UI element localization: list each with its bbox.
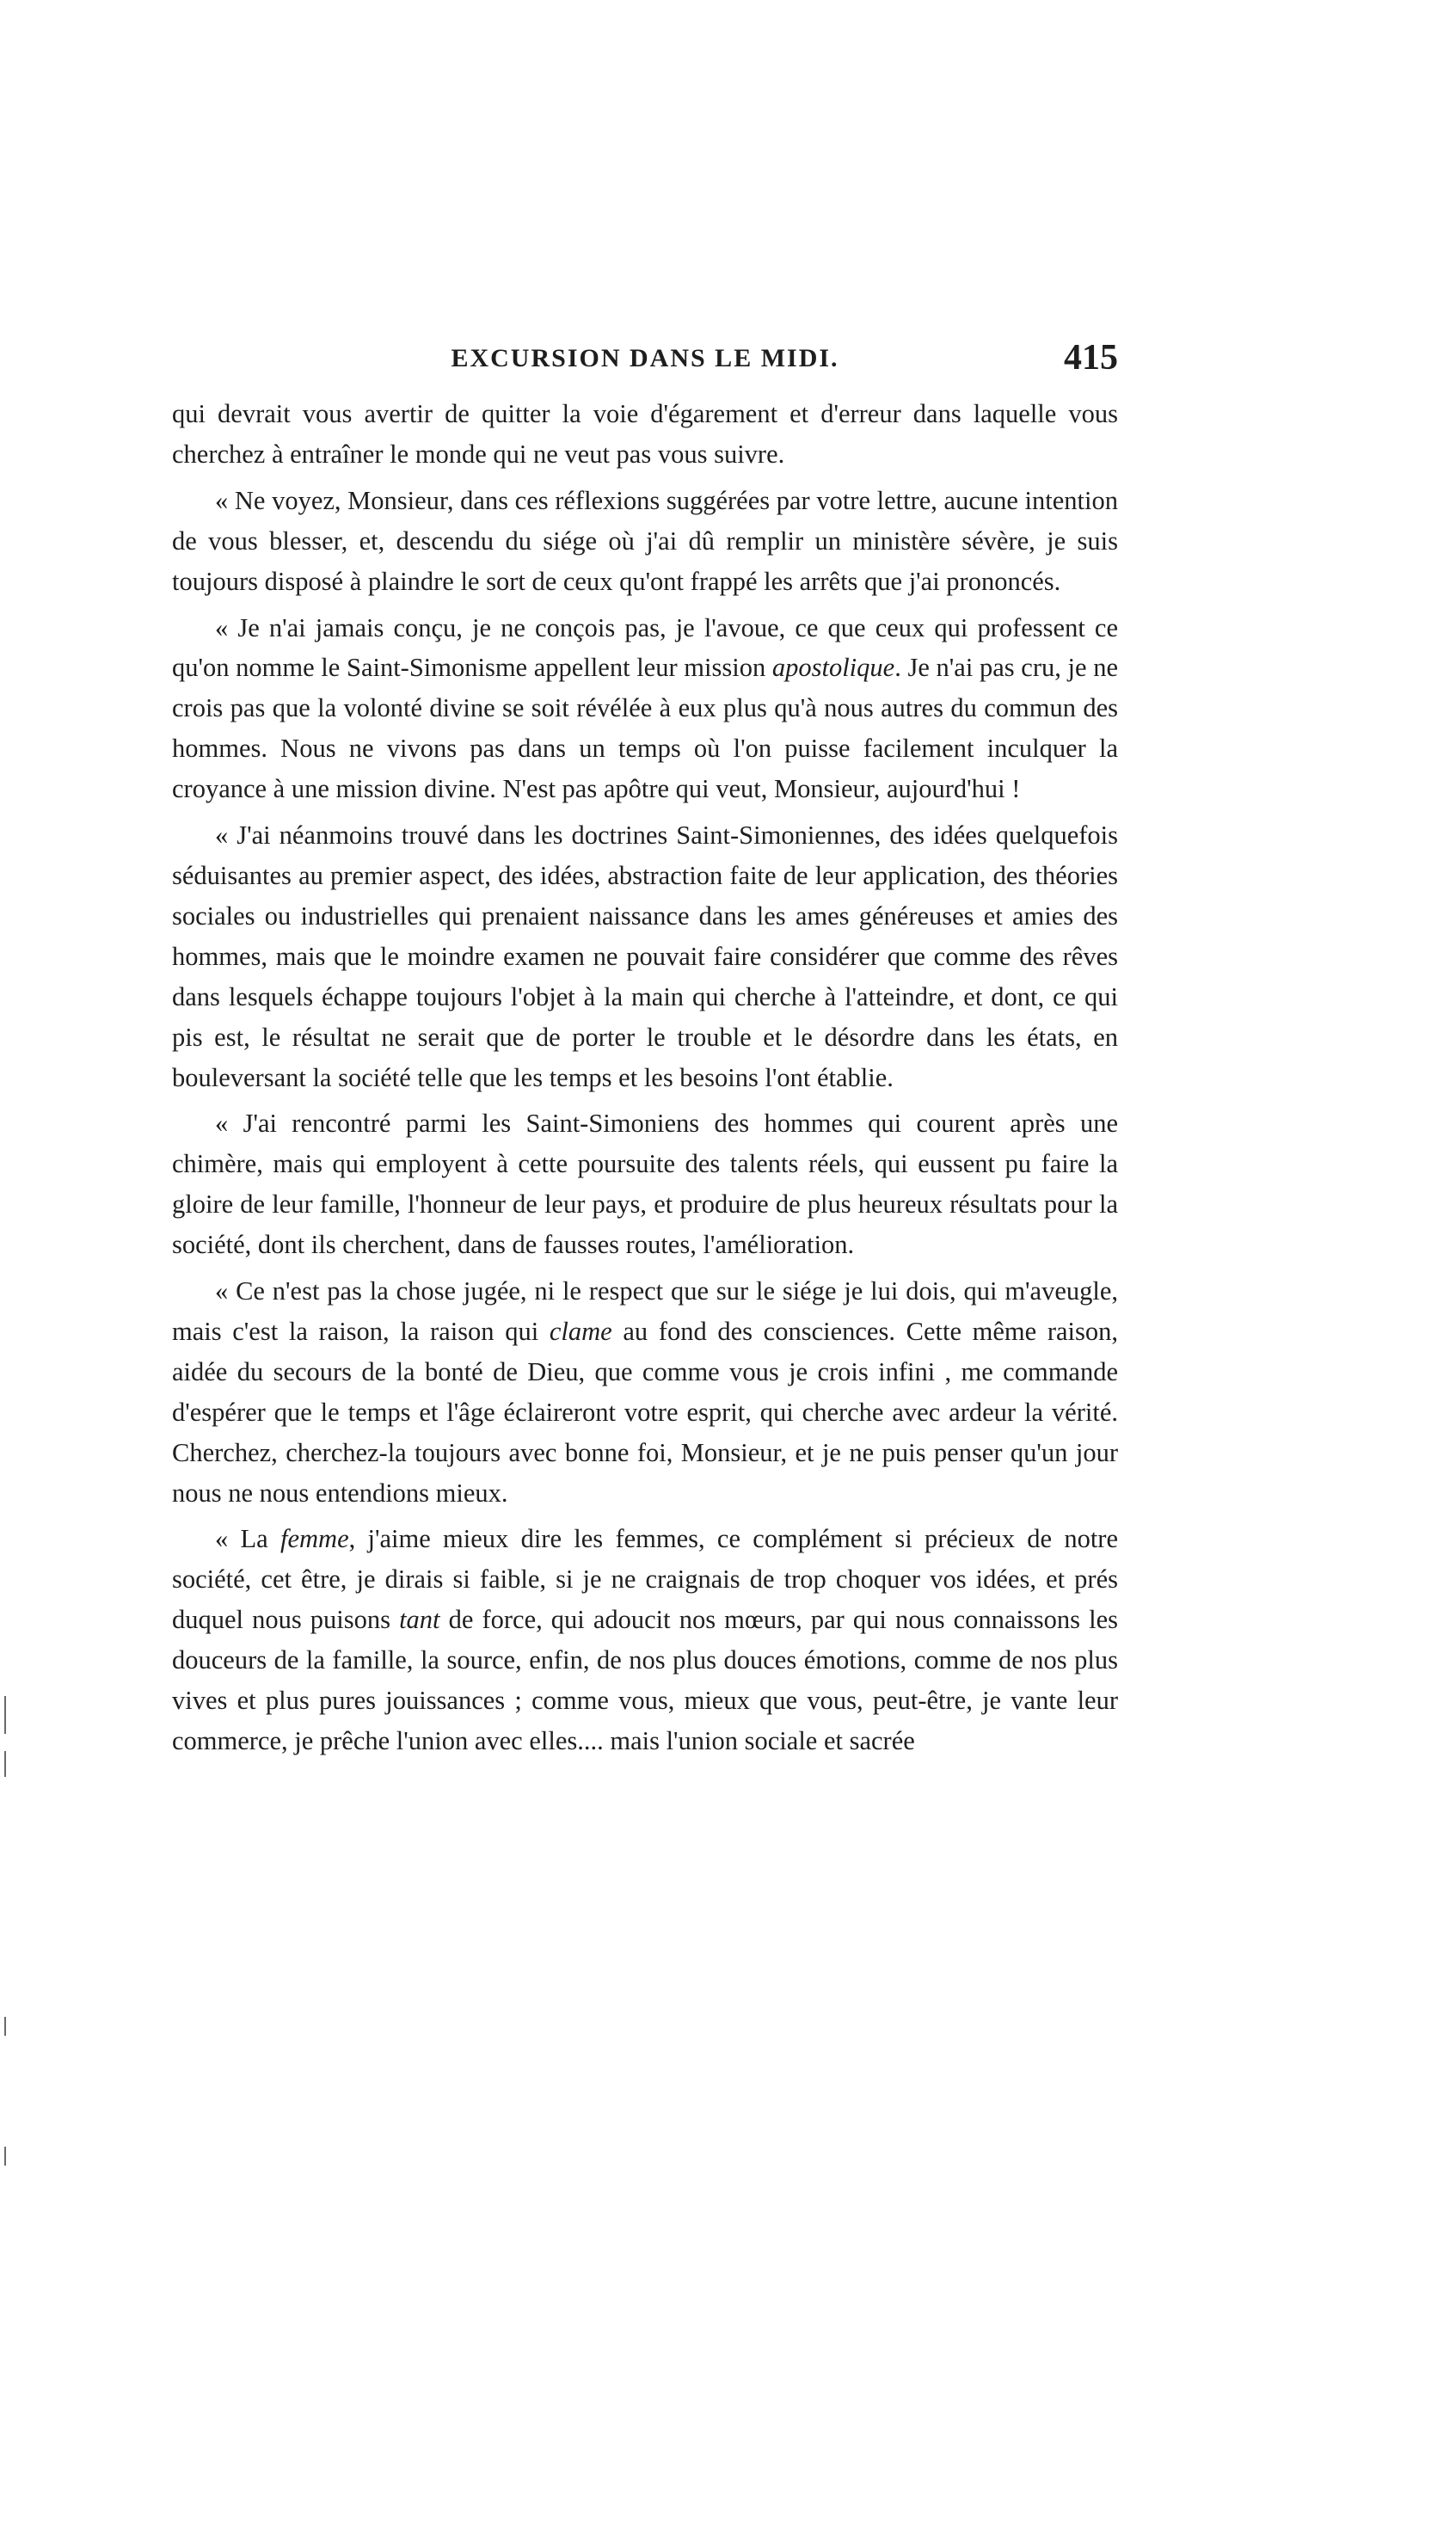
text-run: . Je n'ai pas cru, je ne crois pas que la volonté divine se soit révélée à eux plus qu'à nous autres du commun des hommes. Nous ne vivons pas dans un temps où l'on puisse facilement inculquer la croyance à une mission divine. N'est pas apôtre qui veut, Monsieur, aujourd'hui ! [172,653,1118,804]
running-head [172,337,1118,389]
text-run: « Ne voyez, Monsieur, dans ces réflexions suggérées par votre lettre, aucune intention de vous blesser, et, descendu du siége où j'ai dû remplir un ministère sévère, je suis toujours disposé à plaindre le sort de ceux qu'ont frappé les arrêts que j'ai prononcés. [172,485,1118,596]
text-run: au fond des consciences. Cette même raison, aidée du secours de la bonté de Dieu, que comme vous je crois infini , me commande d'espérer que le temps et l'âge éclaireront votre esprit, qui cherche avec ardeur la vérité. Cherchez, cherchez-la toujours avec bonne foi, Monsieur, et je ne puis penser qu'un jour nous ne nous entendions mieux. [172,1316,1118,1508]
italic-text: femme [280,1524,349,1554]
body-text [172,394,1118,1761]
margin-scan-mark [4,1696,6,1734]
paragraph [172,1271,1118,1513]
italic-text: tant [399,1605,440,1635]
margin-scan-mark [4,1751,6,1777]
text-run: « J'ai rencontré parmi les Saint-Simoniens des hommes qui courent après une chimère, mais qui employent à cette poursuite des talents réels, qui eussent pu faire la gloire de leur famille, l'honneur de leur pays, et produire de plus heureux résultats pour la société, dont ils cherchent, dans de fausses routes, l'amélioration. [172,1109,1118,1260]
margin-scan-mark [4,2017,6,2036]
text-run: de force, qui adoucit nos mœurs, par qui nous connaissons les douceurs de la famille, la source, enfin, de nos plus douces émotions, comme de nos plus vives et plus pures jouissances ; comme vous, mieux que vous, peut-être, je vante leur commerce, je prêche l'union avec elles.... mais l'union sociale et sacrée [172,1605,1118,1755]
text-run: qui devrait vous avertir de quitter la voie d'égarement et d'erreur dans laquelle vous cherchez à entraîner le monde qui ne veut pas vous suivre. [172,399,1118,469]
text-run: , j'aime mieux dire les femmes, ce complément si précieux de notre société, cet être, je dirais si faible, si je ne craignais de trop choquer vos idées, et prés duquel nous puisons [172,1524,1118,1635]
text-run: « J'ai néanmoins trouvé dans les doctrines Saint-Simoniennes, des idées quelquefois séduisantes au premier aspect, des idées, abstraction faite de leur application, des théories sociales ou industrielles qui prenaient naissance dans les ames généreuses et amies des hommes, mais que le moindre examen ne pouvait faire considérer que comme des rêves dans lesquels échappe toujours l'objet à la main qui cherche à l'atteindre, et dont, ce qui pis est, le résultat ne serait que de porter le trouble et le désordre dans les états, en bouleversant la société telle que les temps et les besoins l'ont établie. [172,820,1118,1092]
text-run: « Ce n'est pas la chose jugée, ni le respect que sur le siége je lui dois, qui m'aveugle, mais c'est la raison, la raison qui [172,1276,1118,1346]
paragraph [172,1519,1118,1761]
italic-text: clame [549,1316,612,1346]
paragraph [172,481,1118,602]
margin-scan-mark [4,2147,6,2166]
paragraph [172,608,1118,810]
page-number: 415 [1064,338,1118,378]
italic-text: apostolique [771,653,895,683]
running-title: EXCURSION DANS LE MIDI. [451,344,839,372]
text-run: « Je n'ai jamais conçu, je ne conçois pas, je l'avoue, ce que ceux qui professent ce qu'on nomme le Saint-Simonisme appellent leur mission [172,612,1118,683]
paragraph [172,1103,1118,1265]
paragraph [172,815,1118,1097]
paragraph [172,394,1118,475]
text-run: « La [215,1524,280,1554]
